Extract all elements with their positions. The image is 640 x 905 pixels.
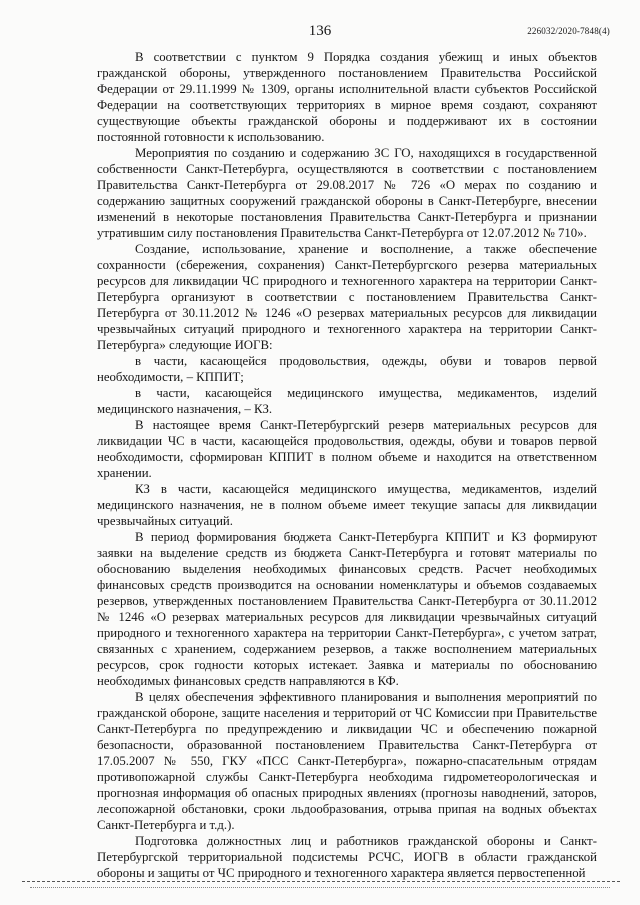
paragraph: В настоящее время Санкт-Петербургский резерв материальных ресурсов для ликвидации ЧС в части, касающейся продовольствия, одежды, обуви и товаров первой необходимости, сформирован КППИТ в полном объеме и находится на ответственном хранении. (97, 418, 597, 480)
paragraph: в части, касающейся продовольствия, одежды, обуви и товаров первой необходимости, – КППИТ; (97, 354, 597, 384)
document-id: 226032/2020-7848(4) (527, 26, 610, 36)
paragraph: Подготовка должностных лиц и работников гражданской обороны и Санкт-Петербургской территориальной подсистемы РСЧС, ИОГВ в области гражданской обороны и защиты от ЧС природного и техногенного характера является первостепенной (97, 834, 597, 880)
paragraph: КЗ в части, касающейся медицинского имущества, медикаментов, изделий медицинского назначения, не в полном объеме имеет текущие запасы для ликвидации чрезвычайных ситуаций. (97, 482, 597, 528)
paragraph: В целях обеспечения эффективного планирования и выполнения мероприятий по гражданской обороне, защите населения и территорий от ЧС Комиссии при Правительстве Санкт-Петербурга по предупреждению и ликвидации ЧС и обеспечению пожарной безопасности, образованной постановлением Правительства Санкт-Петербурга от 17.05.2007 № 550, ГКУ «ПСС Санкт-Петербурга», пожарно-спасательным отрядам противопожарной службы Санкт-Петербурга необходима гидрометеорологическая и прогнозная информация об опасных природных явлениях (прогнозы наводнений, заторов, лесопожарной обстановки, сроки льдообразования, отрыва припая на водных объектах Санкт-Петербурга и т.д.). (97, 690, 597, 832)
paragraph: Мероприятия по созданию и содержанию ЗС ГО, находящихся в государственной собственности Санкт-Петербурга, осуществляются в соответствии с постановлением Правительства Санкт-Петербурга от 29.08.2017 № 726 «О мерах по созданию и содержанию защитных сооружений гражданской обороны в Санкт-Петербурге, внесении изменений в некоторые постановления Правительства Санкт-Петербурга и признании утратившим силу постановления Правительства Санкт-Петербурга от 12.07.2012 № 710». (97, 146, 597, 240)
page-number: 136 (308, 23, 332, 39)
paragraph: В соответствии с пунктом 9 Порядка создания убежищ и иных объектов гражданской обороны, утвержденного постановлением Правительства Российской Федерации от 29.11.1999 № 1309, органы исполнительной власти субъектов Российской Федерации на соответствующих территориях в мирное время создают, сохраняют существующие объекты гражданской обороны и поддерживают их в состоянии постоянной готовности к использованию. (97, 50, 597, 144)
paragraph: В период формирования бюджета Санкт-Петербурга КППИТ и КЗ формируют заявки на выделение средств из бюджета Санкт-Петербурга и готовят материалы по обоснованию выделения необходимых финансовых средств. Расчет необходимых финансовых средств производится на основании номенклатуры и объемов создаваемых резервов, утвержденных постановлением Правительства Санкт-Петербурга от 30.11.2012 № 1246 «О резервах материальных ресурсов для ликвидации чрезвычайных ситуаций природного и техногенного характера на территории Санкт-Петербурга», с учетом затрат, связанных с хранением, содержанием резервов, а также восполнением материальных ресурсов, срок годности которых истекает. Заявка и материалы по обоснованию необходимых финансовых средств направляются в КФ. (97, 530, 597, 688)
paragraph: в части, касающейся медицинского имущества, медикаментов, изделий медицинского назначения, – КЗ. (97, 386, 597, 416)
paragraph: Создание, использование, хранение и восполнение, а также обеспечение сохранности (сбережения, сохранения) Санкт-Петербургского резерва материальных ресурсов для ликвидации ЧС природного и техногенного характера на территории Санкт-Петербурга организуют в соответствии с постановлением Правительства Санкт-Петербурга от 30.11.2012 № 1246 «О резервах материальных ресурсов для ликвидации чрезвычайных ситуаций природного и техногенного характера на территории Санкт-Петербурга» следующие ИОГВ: (97, 242, 597, 352)
scan-edge-line (22, 881, 620, 882)
scan-edge-line (30, 887, 610, 888)
document-body (97, 49, 597, 881)
